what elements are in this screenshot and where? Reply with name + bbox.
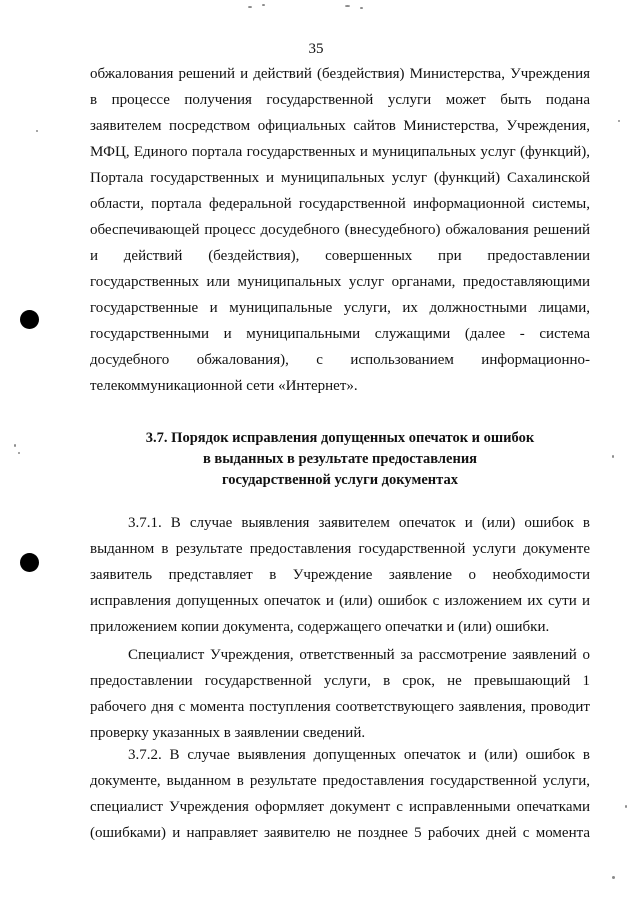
page-number: 35	[308, 41, 324, 57]
scan-speck	[625, 805, 627, 808]
text-line: обжалования решений и действий (бездействия) Министерства, Учреждения	[90, 66, 590, 82]
text-line: досудебного обжалования), с использованием информационно-	[90, 352, 590, 368]
scan-speck	[360, 7, 363, 9]
scan-speck	[18, 452, 20, 454]
paragraph-3-7-1	[90, 510, 590, 640]
text-line: 3.7.2. В случае выявления допущенных опечаток и (или) ошибок в	[128, 747, 590, 763]
text-line: МФЦ, Единого портала государственных и муниципальных услуг (функций),	[90, 144, 590, 160]
text-line: исправления допущенных опечаток и (или) ошибок с изложением их сути и	[90, 593, 590, 609]
punch-hole-icon	[20, 310, 39, 329]
text-line: специалист Учреждения оформляет документ с исправленными опечатками	[90, 799, 590, 815]
text-line: выданном в результате предоставления государственной услуги документе	[90, 541, 590, 557]
scan-speck	[612, 876, 615, 879]
paragraph-specialist-review	[90, 642, 590, 746]
text-line: предоставлении государственной услуги, в срок, не превышающий 1	[90, 673, 590, 689]
scan-speck	[248, 6, 252, 8]
heading-line: государственной услуги документах	[222, 472, 458, 488]
text-line: телекоммуникационной сети «Интернет».	[90, 378, 358, 394]
scan-speck	[36, 130, 38, 132]
text-line: обеспечивающей процесс досудебного (внесудебного) обжалования решений	[90, 222, 590, 238]
text-line: документе, выданном в результате предоставления государственной услуги,	[90, 773, 590, 789]
text-line: рабочего дня с момента поступления соответствующего заявления, проводит	[90, 699, 590, 715]
paragraph-appeal-methods	[90, 61, 590, 399]
text-line: заявитель представляет в Учреждение заявление о необходимости	[90, 567, 590, 583]
text-line: 3.7.1. В случае выявления заявителем опечаток и (или) ошибок в	[128, 515, 590, 531]
text-line: области, портала федеральной государственной информационной системы,	[90, 196, 590, 212]
scan-speck	[612, 455, 614, 458]
text-line: приложением копии документа, содержащего опечатки и (или) ошибки.	[90, 619, 550, 635]
heading-line: 3.7. Порядок исправления допущенных опечаток и ошибок	[145, 430, 535, 446]
scan-speck	[262, 4, 265, 6]
text-line: государственных или муниципальных услуг органами, предоставляющими	[90, 274, 590, 290]
text-line: проверку указанных в заявлении сведений.	[90, 725, 366, 741]
text-line: заявителем посредством официальных сайтов Министерства, Учреждения,	[90, 118, 590, 134]
text-line: государственными и муниципальными служащими (далее - система	[90, 326, 590, 342]
text-line: государственные и муниципальные услуги, их должностными лицами,	[90, 300, 590, 316]
section-heading	[90, 428, 590, 491]
punch-hole-icon	[20, 553, 39, 572]
scan-speck	[14, 444, 16, 447]
text-line: Портала государственных и муниципальных услуг (функций) Сахалинской	[90, 170, 590, 186]
text-line: (ошибками) и направляет заявителю не позднее 5 рабочих дней с момента	[90, 825, 590, 841]
text-line: и действий (бездействия), совершенных при предоставлении	[90, 248, 590, 264]
scan-speck	[618, 120, 620, 122]
scan-speck	[345, 5, 350, 7]
paragraph-3-7-2	[90, 742, 590, 846]
text-line: в процессе получения государственной услуги может быть подана	[90, 92, 590, 108]
heading-line: в выданных в результате предоставления	[202, 451, 478, 467]
text-line: Специалист Учреждения, ответственный за рассмотрение заявлений о	[128, 647, 590, 663]
